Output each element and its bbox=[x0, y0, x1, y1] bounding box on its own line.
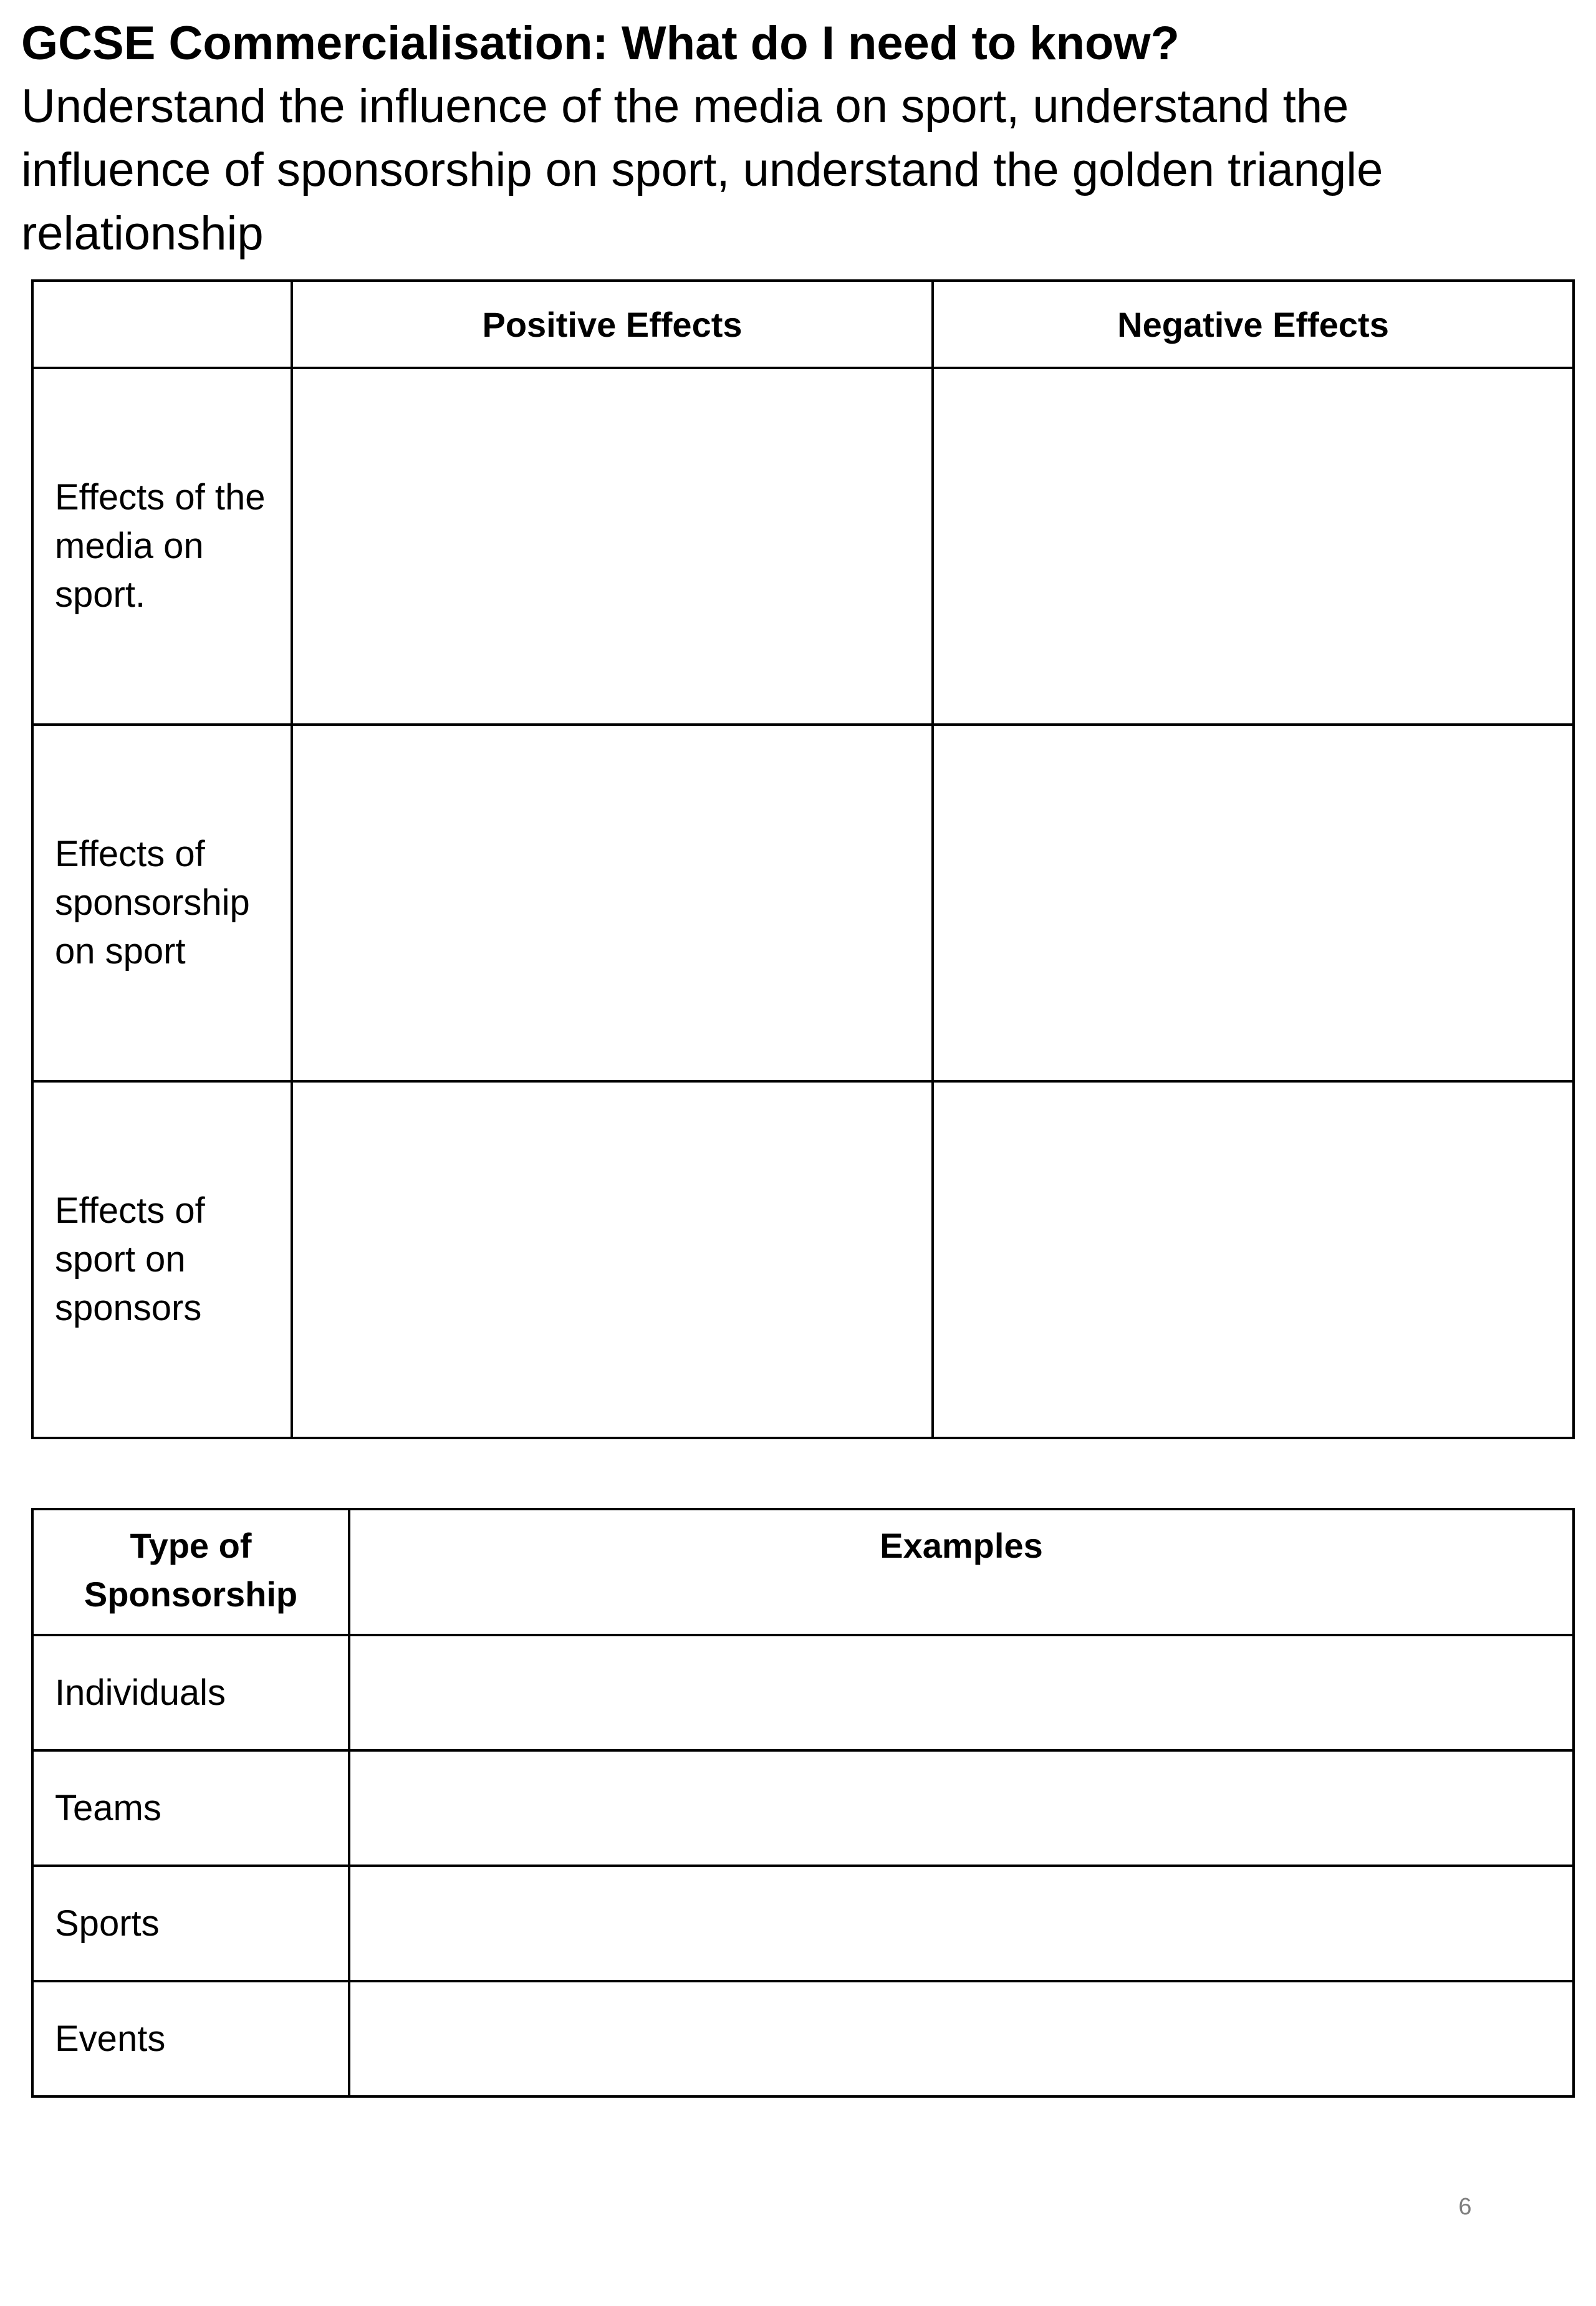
answer-cell-individuals-examples[interactable] bbox=[349, 1635, 1574, 1750]
table-row bbox=[32, 725, 1574, 1081]
answer-cell-media-positive[interactable] bbox=[292, 368, 933, 725]
sponsorship-table-header-row bbox=[32, 1509, 1574, 1635]
effects-table bbox=[31, 279, 1575, 1439]
answer-cell-media-negative[interactable] bbox=[933, 368, 1574, 725]
type-of-sponsorship-header: Type of Sponsorship bbox=[32, 1509, 349, 1635]
effects-table-corner-cell bbox=[32, 281, 292, 368]
positive-effects-header: Positive Effects bbox=[292, 281, 933, 368]
row-label-events: Events bbox=[32, 1981, 349, 2096]
table-row bbox=[32, 1750, 1574, 1866]
answer-cell-sports-examples[interactable] bbox=[349, 1866, 1574, 1981]
effects-table-header-row bbox=[32, 281, 1574, 368]
table-row bbox=[32, 1081, 1574, 1438]
answer-cell-sponsors-positive[interactable] bbox=[292, 1081, 933, 1438]
answer-cell-sponsors-negative[interactable] bbox=[933, 1081, 1574, 1438]
page-subtitle: Understand the influence of the media on sport, understand the influence of sponsorship on sport, understand the golden triangle relationship bbox=[21, 80, 1383, 260]
sponsorship-types-table bbox=[31, 1508, 1575, 2098]
table-row bbox=[32, 1635, 1574, 1750]
answer-cell-events-examples[interactable] bbox=[349, 1981, 1574, 2096]
table-row bbox=[32, 1866, 1574, 1981]
row-label-individuals: Individuals bbox=[32, 1635, 349, 1750]
row-label-teams: Teams bbox=[32, 1750, 349, 1866]
row-label-sports: Sports bbox=[32, 1866, 349, 1981]
answer-cell-sponsorship-negative[interactable] bbox=[933, 725, 1574, 1081]
table-row bbox=[32, 1981, 1574, 2096]
row-label-sport-on-sponsors: Effects of sport on sponsors bbox=[32, 1081, 292, 1438]
negative-effects-header: Negative Effects bbox=[933, 281, 1574, 368]
page-number: 6 bbox=[1458, 2194, 1472, 2220]
answer-cell-sponsorship-positive[interactable] bbox=[292, 725, 933, 1081]
table-row bbox=[32, 368, 1574, 725]
page-title: GCSE Commercialisation: What do I need to know? bbox=[21, 17, 1180, 70]
examples-header: Examples bbox=[349, 1509, 1574, 1635]
row-label-media: Effects of the media on sport. bbox=[32, 368, 292, 725]
row-label-sponsorship: Effects of sponsorship on sport bbox=[32, 725, 292, 1081]
answer-cell-teams-examples[interactable] bbox=[349, 1750, 1574, 1866]
